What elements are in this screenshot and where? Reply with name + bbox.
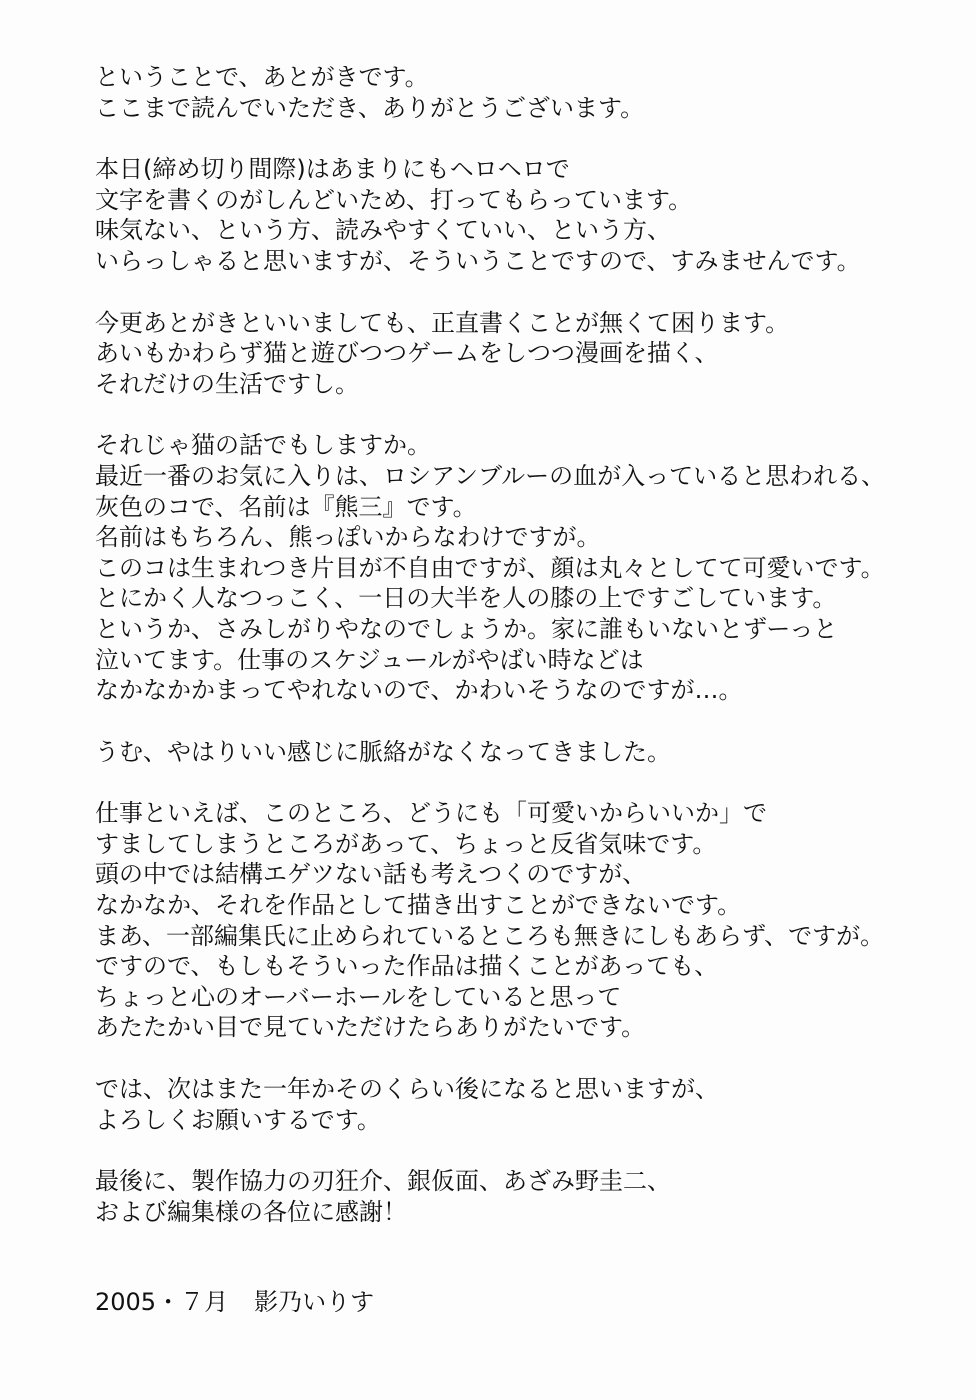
text-line: 泣いてます。仕事のスケジュールがやばい時などは (95, 645, 644, 674)
text-line: とにかく人なつっこく、一日の大半を人の膝の上ですごしています。 (95, 584, 837, 613)
text-line: ちょっと心のオーバーホールをしていると思って (95, 982, 622, 1011)
text-line: なかなか、それを作品として描き出すことができないです。 (95, 891, 742, 920)
text-line: 最後に、製作協力の刃狂介、銀仮面、あざみ野圭二、 (95, 1167, 671, 1196)
text-line: 本日(締め切り間際)はあまりにもヘロヘロで (95, 155, 570, 184)
paragraph-work (95, 798, 925, 1043)
paragraph-thanks (95, 1166, 925, 1227)
text-line: 頭の中では結構エゲツない話も考えつくのですが、 (95, 860, 647, 889)
text-line: うむ、やはりいい感じに脈絡がなくなってきました。 (95, 737, 671, 766)
text-line: 味気ない、という方、読みやすくていい、という方、 (95, 216, 671, 245)
text-line: あいもかわらず猫と遊びつつゲームをしつつ漫画を描く、 (95, 339, 719, 368)
text-line: ということで、あとがきです。 (95, 63, 429, 91)
text-line: 最近一番のお気に入りは、ロシアンブルーの血が入っていると思われる、 (95, 461, 886, 490)
signature-author: 影乃いりす (254, 1288, 375, 1316)
text-line: 灰色のコで、名前は『熊三』です。 (95, 492, 477, 521)
text-line: および編集様の各位に感謝！ (95, 1197, 407, 1226)
afterword-text (95, 62, 925, 1258)
signature (95, 1287, 374, 1317)
text-line: まあ、一部編集氏に止められているところも無きにしもあらず、ですが。 (95, 921, 885, 950)
paragraph-closing (95, 1074, 925, 1135)
text-line: ここまで読んでいただき、ありがとうございます。 (95, 93, 645, 122)
text-line: すましてしまうところがあって、ちょっと反省気味です。 (95, 829, 717, 858)
paragraph-daily-life (95, 308, 925, 400)
signature-date: 2005・７月 (95, 1288, 229, 1316)
text-line: それだけの生活ですし。 (95, 369, 359, 398)
text-line: それじゃ猫の話でもしますか。 (95, 431, 431, 460)
text-line: このコは生まれつき片目が不自由ですが、顔は丸々としてて可愛いです。 (95, 553, 885, 582)
text-line: あたたかい目で見ていただけたらありがたいです。 (95, 1013, 646, 1042)
text-line: よろしくお願いするです。 (95, 1105, 381, 1134)
paragraph-typing-note (95, 154, 925, 276)
text-line: 文字を書くのがしんどいため、打ってもらっています。 (95, 185, 693, 214)
paragraph-aside (95, 737, 925, 768)
text-line: 今更あとがきといいましても、正直書くことが無くて困ります。 (95, 308, 790, 337)
text-line: 名前はもちろん、熊っぽいからなわけですが。 (95, 523, 601, 552)
paragraph-intro (95, 62, 925, 123)
paragraph-cat-story (95, 430, 925, 705)
text-line: いらっしゃると思いますが、そういうことですので、すみませんです。 (95, 246, 861, 275)
text-line: というか、さみしがりやなのでしょうか。家に誰もいないとずーっと (95, 614, 838, 643)
text-line: なかなかかまってやれないので、かわいそうなのですが…。 (95, 676, 743, 705)
text-line: ですので、もしもそういった作品は描くことがあっても、 (95, 952, 719, 981)
text-line: では、次はまた一年かそのくらい後になると思いますが、 (95, 1075, 719, 1104)
text-line: 仕事といえば、このところ、どうにも「可愛いからいいか」で (95, 799, 767, 828)
